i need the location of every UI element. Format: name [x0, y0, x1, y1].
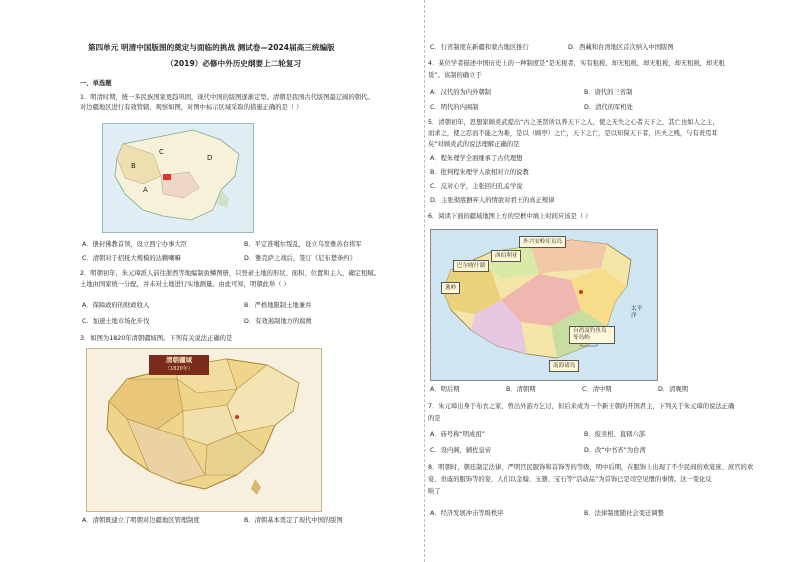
q3-map-year: （1820年）: [165, 366, 193, 372]
q4-stem-line2: 赁”。该制的确立于: [428, 72, 482, 79]
q6-label-siberia: 西伯利亚: [491, 250, 521, 262]
q1-option-b[interactable]: B．平定准噶尔叛乱，设立乌里雅苏台将军: [244, 241, 362, 248]
q7-option-a[interactable]: A．庙号称“明成祖”: [430, 431, 485, 438]
q1-map: [102, 123, 254, 233]
q8-stem-line3: 映了: [428, 488, 441, 495]
q2-option-b[interactable]: B．严格地限制土地兼并: [244, 302, 312, 309]
q1-option-d[interactable]: D．雅克萨之战后，签订《尼布楚条约》: [244, 255, 356, 262]
q6-label-pacific: 太平洋: [631, 306, 643, 319]
page-title-line1: 第四单元 明清中国版图的奠定与面临的挑战 测试卷—2024届高三统编版: [88, 43, 335, 52]
q6-map: [430, 229, 658, 381]
q4-option-c[interactable]: C．明代的内阁制: [430, 104, 479, 111]
q3-option-d[interactable]: D．西藏和台湾地区首次纳入中国版图: [568, 44, 674, 51]
q3-map: [86, 348, 322, 512]
q1-stem-line2: 对边疆地区进行有效管辖，观察如图，对图中标示区域采取的措施正确的是（ ）: [80, 104, 303, 111]
q1-map-label-c: C: [159, 148, 164, 156]
q4-option-d[interactable]: D．清代的军机处: [584, 104, 633, 111]
q2-option-c[interactable]: C．加速土地市场化步伐: [82, 318, 150, 325]
q1-option-c[interactable]: C．清朝对于招抚大规模的达赖喇嘛: [82, 255, 181, 262]
q3-option-c[interactable]: C．行省制度在新疆和蒙古地区推行: [430, 44, 529, 51]
q8-stem-line2: 宴、贵戚的服饰等的宴，人们以金翰、玉器、宝石等“活动品”为首饰已是司空见惯的事情。这一变化反: [428, 476, 712, 483]
q6-label-taiwan: 台湾及钓鱼岛等岛屿: [569, 326, 615, 344]
q3-map-title: 清朝疆域: [166, 356, 192, 364]
q1-map-label-d: D: [207, 154, 213, 162]
q7-option-c[interactable]: C．设内阁，辅佐皇帝: [430, 447, 492, 454]
q3-stem: 3．如图为1820年清朝疆域图。下列有关说法正确的是: [80, 335, 233, 342]
q5-stem-line1: 5．清朝初年，思想家顾炎武提出“古之圣贤所以养天下之人，使之无失之心者天下之，其亡也如人之主，: [428, 119, 719, 126]
q8-option-b[interactable]: B．法律制度随社会变迁调整: [584, 510, 664, 517]
q7-option-d[interactable]: D．改“中书省”为台湾: [584, 447, 646, 454]
q5-stem-line3: 矣”对顾炎武的说法理解正确的是: [428, 141, 520, 148]
q5-option-c[interactable]: C．反对心学，主张回归孔孟学说: [430, 183, 523, 190]
q8-option-a[interactable]: A．经济发展冲击等级秩序: [430, 510, 504, 517]
page-title-line2: （2019）必修中外历史纲要上二轮复习: [166, 59, 302, 68]
q6-option-c[interactable]: C．清中期: [582, 386, 612, 393]
q6-label-congling: 葱岭: [441, 282, 460, 294]
q1-map-label-a: A: [143, 186, 148, 194]
q6-label-outer-khingan: 外兴安岭库页岛: [519, 236, 566, 248]
q3-option-b[interactable]: B．清朝基本奠定了现代中国的版图: [244, 517, 343, 524]
q6-label-balkhash: 巴尔喀什湖: [453, 260, 489, 272]
q2-stem-line1: 2．明朝初年，朱元璋派人前往浙西等地编制鱼鳞图册，只登录土地的形状、面积、位置和主人，确定租赋。: [80, 270, 380, 277]
q5-stem-line2: 而求之，使之忍而不能之为难，是以（顾亭）之亡，天下之亡，是以知保天下者，匹夫之贱，与有责焉耳: [428, 130, 718, 137]
q1-map-label-b: B: [131, 162, 136, 170]
q4-option-b[interactable]: B．唐代的三省制: [584, 89, 633, 96]
q6-option-a[interactable]: A．明后期: [430, 386, 460, 393]
q2-stem-line2: 土地由国家统一分配，并未对土地进行实地测量。由此可知，明朝此举（ ）: [80, 281, 290, 288]
q8-stem-line1: 8．明朝时，朝廷制定法律，严明官民服饰和首饰等的等级，明中后期，在服饰上出现了不少民间的欢宴庶、庶官的欢: [428, 464, 754, 471]
q1-stem-line1: 1．明清时期，统一多民族国家更趋巩固，现代中国的版图逐渐定型。清朝是我国古代版图最辽阔的朝代。: [80, 94, 374, 101]
q6-label-nanhai: 南海诸岛: [549, 360, 579, 372]
q6-option-b[interactable]: B．清朝期: [506, 386, 536, 393]
q5-option-d[interactable]: D．主张彻底摒弃人的情欲对君王的真正规律: [430, 197, 555, 204]
q5-option-a[interactable]: A．程朱理学全面继承了古代理想: [430, 155, 523, 162]
q3-option-a[interactable]: A．清朝既建立了明朝对边疆地区管理制度: [82, 517, 200, 524]
q1-option-a[interactable]: A．册封佛教首领，设立西宁办事大臣: [82, 241, 188, 248]
column-divider: [424, 0, 425, 562]
q6-stem: 6．阅读下面的疆域地图上方的空框中填上时间应该是（ ）: [428, 213, 592, 220]
q2-option-a[interactable]: A．保障政府的财政收入: [82, 302, 150, 309]
q4-stem-line1: 4．某位学者描述中国历史上的一种制度是“是无税者，实有租税，却无租税，却无租税，却无租税，却无租: [428, 60, 725, 67]
q7-stem-line2: 的是: [428, 415, 441, 422]
q5-option-b[interactable]: B．批判程朱理学人欲相对立的说教: [430, 169, 529, 176]
q6-option-d[interactable]: D．清晚期: [658, 386, 689, 393]
q4-option-a[interactable]: A．汉代的为内外朝制: [430, 89, 491, 96]
q2-option-d[interactable]: D．有效遏制地方的腐败: [244, 318, 312, 325]
q7-option-b[interactable]: B．废丞相、直辖六部: [584, 431, 645, 438]
q3-map-title-box: [149, 355, 209, 375]
q7-stem-line1: 7．朱元璋出身于布衣之家，曾出外游方乞讨，但后来成为一个新王朝的开国君主，下列关于朱元璋的说法正确: [428, 403, 735, 410]
section-heading: 一、单选题: [80, 80, 112, 87]
